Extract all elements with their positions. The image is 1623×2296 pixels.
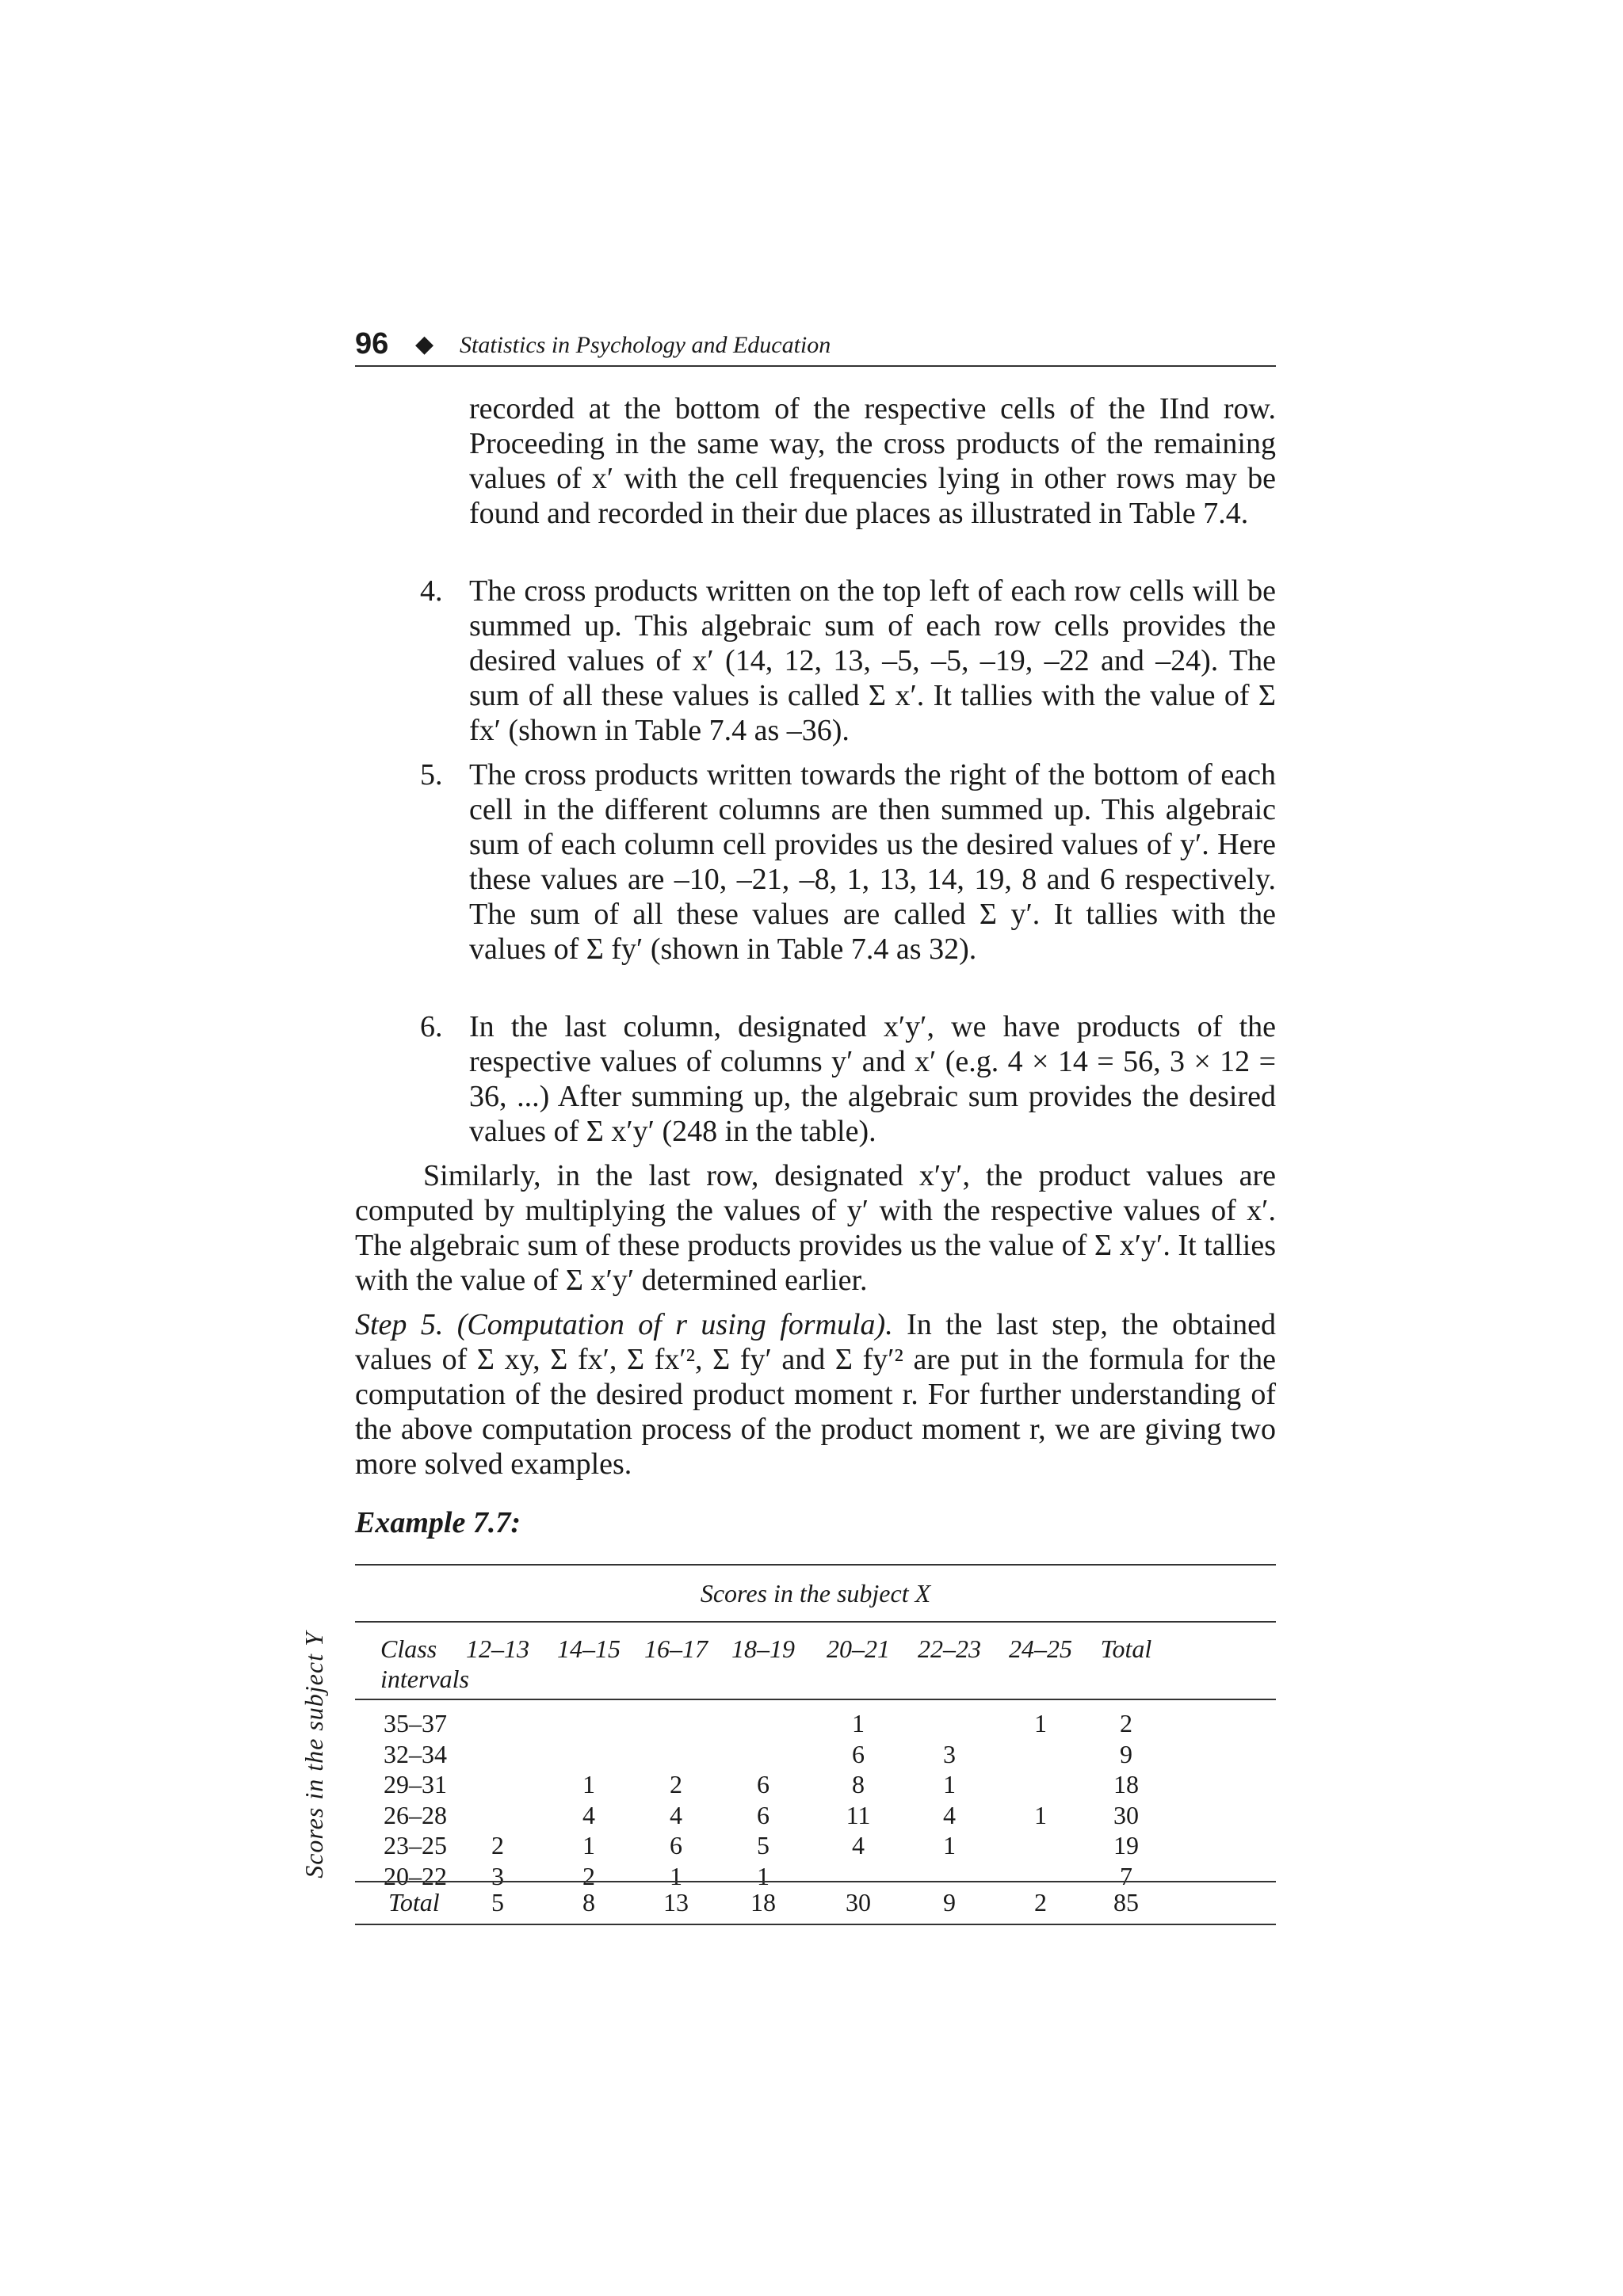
table-cell: 19 — [1113, 1831, 1139, 1859]
total-cell: 30 — [846, 1888, 871, 1917]
item-5-text: The cross products written towards the right of the bottom of each cell in the different columns are then summed up. This algebraic sum of each column cell provides us the desired values of y′. Here these values are –10, –21, –8, 1, 13, 14, 19, 8 and 6 respectively. The sum of all these values are called Σ y′. It tallies with the values of Σ fy′ (shown in Table 7.4 as 32). — [469, 758, 1276, 966]
running-header — [355, 321, 1276, 367]
table-cell: 4 — [852, 1831, 865, 1859]
table-cell: 5 — [757, 1831, 769, 1859]
total-cell: 8 — [582, 1888, 595, 1917]
table-cell: 4 — [582, 1801, 595, 1829]
step-5-paragraph — [355, 1307, 1276, 1482]
table-cell: 4 — [943, 1801, 956, 1829]
diamond-icon: ◆ — [415, 331, 434, 357]
continued-item-text: recorded at the bottom of the respective cells of the IInd row. Proceeding in the same way, the cross products of the remaining values of x′ with the cell frequencies lying in other rows may be found and recorded in their due places as illustrated in Table 7.4. — [469, 392, 1276, 530]
column-header: Total — [1100, 1634, 1152, 1663]
table-rule-body — [355, 1699, 1276, 1700]
table-cell: 9 — [1120, 1740, 1132, 1768]
total-cell: 13 — [663, 1888, 689, 1917]
page-number: 96 — [355, 327, 389, 360]
table-cell: 6 — [757, 1801, 769, 1829]
total-cell: 18 — [750, 1888, 776, 1917]
table-cell: 11 — [846, 1801, 871, 1829]
example-title: Example 7.7: — [355, 1506, 521, 1539]
item-6-text: In the last column, designated x′y′, we have products of the respective values of columns y′ and x′ (e.g. 4 × 14 = 56, 3 × 12 = 36, ...) After summing up, the algebraic sum provides the desired values of Σ x′y′ (248 in the table). — [469, 1010, 1276, 1148]
similarly-paragraph: Similarly, in the last row, designated x′y′, the product values are computed by multiplying the values of y′ with the respective values of x′. The algebraic sum of these products provides us the value of Σ x′y′. It tallies with the value of Σ x′y′ determined earlier. — [355, 1159, 1276, 1297]
column-header: 22–23 — [918, 1634, 981, 1663]
total-cell: 85 — [1113, 1888, 1139, 1917]
table-cell: 3 — [943, 1740, 956, 1768]
running-title: Statistics in Psychology and Education — [460, 332, 831, 358]
table-cell: 2 — [582, 1862, 595, 1890]
table-cell: 8 — [852, 1770, 865, 1798]
row-interval-label: 20–22 — [384, 1862, 447, 1890]
table-cell: 1 — [670, 1862, 682, 1890]
table-cell: 7 — [1120, 1862, 1132, 1890]
table-cell: 4 — [670, 1801, 682, 1829]
column-header: 18–19 — [731, 1634, 795, 1663]
correlation-table — [355, 1564, 1276, 1941]
class-label-2: intervals — [380, 1665, 469, 1693]
table-cell: 30 — [1113, 1801, 1139, 1829]
table-cell: 1 — [1034, 1709, 1047, 1737]
column-header: 12–13 — [466, 1634, 529, 1663]
item-4-number: 4. — [420, 574, 443, 608]
table-rule-top — [355, 1564, 1276, 1566]
row-interval-label: 23–25 — [384, 1831, 447, 1859]
table-cell: 2 — [670, 1770, 682, 1798]
column-header: 20–21 — [827, 1634, 890, 1663]
table-cell: 1 — [757, 1862, 769, 1890]
table-cell: 2 — [1120, 1709, 1132, 1737]
total-cell: 5 — [491, 1888, 504, 1917]
table-cell: 6 — [757, 1770, 769, 1798]
y-axis-title: Scores in the subject Y — [300, 1631, 328, 1878]
column-header: 24–25 — [1009, 1634, 1072, 1663]
step-5-text: In the last step, the obtained values of Σ xy, Σ fx′, Σ fx′², Σ fy′ and Σ fy′² are put in the formula for the computation of the desired product moment r. For further understanding of the above computation process of the product moment r, we are giving two more solved examples. — [355, 1308, 1277, 1481]
row-interval-label: 35–37 — [384, 1709, 447, 1737]
class-label-1: Class — [380, 1634, 437, 1663]
table-cell: 2 — [491, 1831, 504, 1859]
total-row-label: Total — [388, 1888, 440, 1917]
item-4-text: The cross products written on the top left of each row cells will be summed up. This algebraic sum of each row cells provides the desired values of x′ (14, 12, 13, –5, –5, –19, –22 and –24). The sum of all these values is called Σ x′. It tallies with the value of Σ fx′ (shown in Table 7.4 as –36). — [469, 574, 1276, 747]
table-cell: 6 — [852, 1740, 865, 1768]
table-cell: 18 — [1113, 1770, 1139, 1798]
table-cell: 1 — [943, 1831, 956, 1859]
table-cell: 1 — [582, 1770, 595, 1798]
row-interval-label: 32–34 — [384, 1740, 447, 1768]
item-5-number: 5. — [420, 758, 443, 791]
table-cell: 1 — [582, 1831, 595, 1859]
item-6-number: 6. — [420, 1010, 443, 1043]
table-cell: 6 — [670, 1831, 682, 1859]
table-rule-bottom — [355, 1924, 1276, 1925]
row-interval-label: 29–31 — [384, 1770, 447, 1798]
table-cell: 1 — [943, 1770, 956, 1798]
row-interval-label: 26–28 — [384, 1801, 447, 1829]
column-header: 16–17 — [644, 1634, 708, 1663]
column-header: 14–15 — [557, 1634, 621, 1663]
total-cell: 9 — [943, 1888, 956, 1917]
x-axis-title: Scores in the subject X — [700, 1579, 931, 1608]
step-5-label: Step 5. (Computation of r using formula). — [355, 1308, 893, 1341]
table-cell: 3 — [491, 1862, 504, 1890]
total-cell: 2 — [1034, 1888, 1047, 1917]
table-rule-total — [355, 1881, 1276, 1882]
table-rule-header — [355, 1621, 1276, 1623]
table-cell: 1 — [1034, 1801, 1047, 1829]
table-cell: 1 — [852, 1709, 865, 1737]
